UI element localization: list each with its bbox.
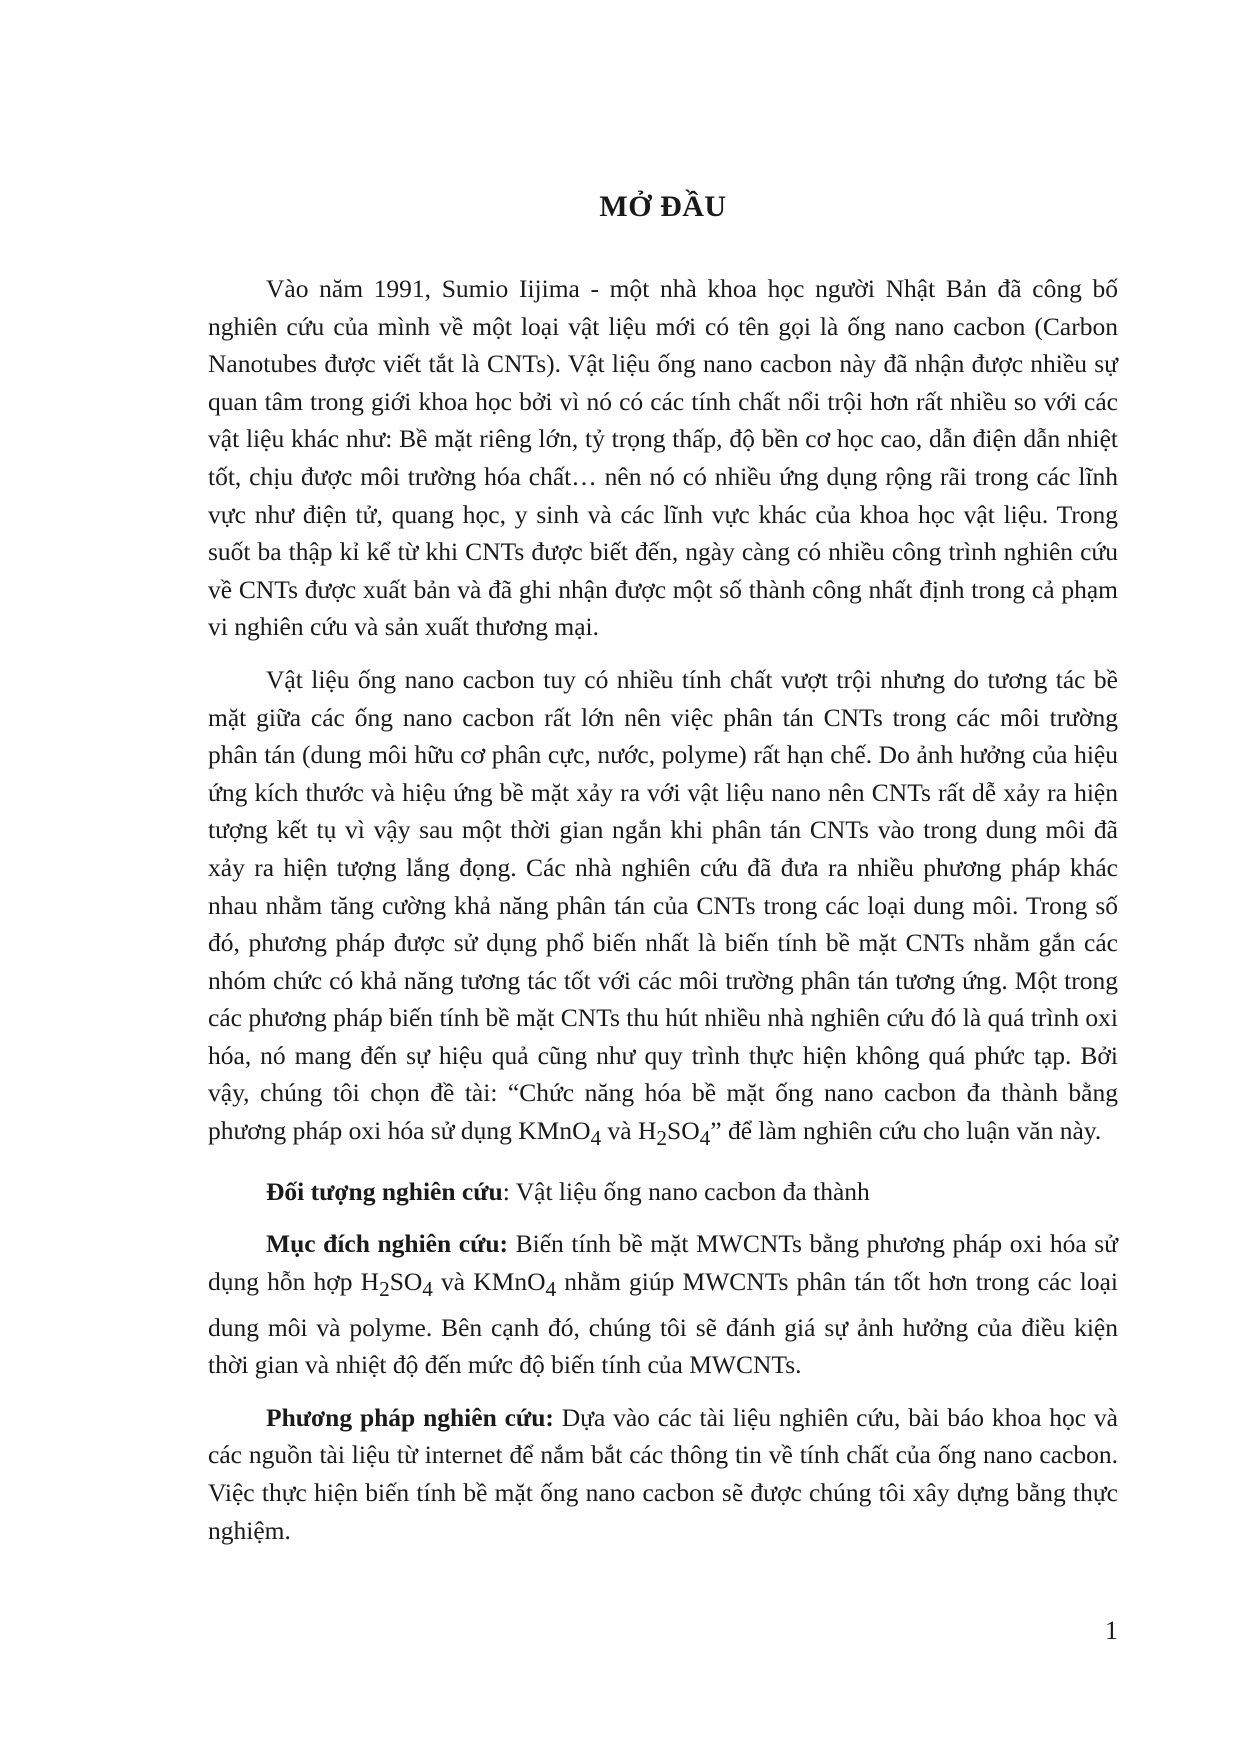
subscript: 4 — [699, 1126, 711, 1151]
paragraph-intro: Vào năm 1991, Sumio Iijima - một nhà khoa học người Nhật Bản đã công bố nghiên cứu của mình về một loại vật liệu mới có tên gọi là ống nano cacbon (Carbon Nanotubes được viết tắt là CNTs). Vật liệu ống nano cacbon này đã nhận được nhiều sự quan tâm trong giới khoa học bởi vì nó có các tính chất nổi trội hơn rất nhiều so với các vật liệu khác như: Bề mặt riêng lớn, tỷ trọng thấp, độ bền cơ học cao, dẫn điện dẫn nhiệt tốt, chịu được môi trường hóa chất… nên nó có nhiều ứng dụng rộng rãi trong các lĩnh vực như điện tử, quang học, y sinh và các lĩnh vực khác của khoa học vật liệu. Trong suốt ba thập kỉ kể từ khi CNTs được biết đến, ngày càng có nhiều công trình nghiên cứu về CNTs được xuất bản và đã ghi nhận được một số thành công nhất định trong cả phạm vi nghiên cứu và sản xuất thương mại. — [208, 274, 1118, 642]
research-purpose-text: Biến tính bề mặt MWCNTs bằng phương pháp oxi hóa sử dụng hỗn hợp H — [208, 1229, 1118, 1296]
research-purpose-label: Mục đích nghiên cứu: — [266, 1229, 509, 1259]
paragraph-problem-text: Vật liệu ống nano cacbon tuy có nhiều tính chất vượt trội nhưng do tương tác bề mặt giữa các ống nano cacbon rất lớn nên việc phân tán CNTs trong các môi trường phân tán (dung môi hữu cơ phân cực, nước, polyme) rất hạn chế. Do ảnh hưởng của hiệu ứng kích thước và hiệu ứng bề mặt xảy ra với vật liệu nano nên CNTs rất dễ xảy ra hiện tượng kết tụ vì vậy sau một thời gian ngắn khi phân tán CNTs vào trong dung môi đã xảy ra hiện tượng lắng đọng. Các nhà nghiên cứu đã đưa ra nhiều phương pháp khác nhau nhằm tăng cường khả năng phân tán của CNTs trong các loại dung môi. Trong số đó, phương pháp được sử dụng phổ biến nhất là biến tính bề mặt CNTs nhằm gắn các nhóm chức có khả năng tương tác tốt với các môi trường phân tán tương ứng. Một trong các phương pháp biến tính bề mặt CNTs thu hút nhiều nhà nghiên cứu đó là quá trình oxi hóa, nó mang đến sự hiệu quả cũng như quy trình thực hiện không quá phức tạp. Bởi vậy, chúng tôi chọn đề tài: “Chức năng hóa bề mặt ống nano cacbon đa thành bằng phương pháp oxi hóa sử dụng KMnO — [208, 664, 1118, 1146]
body-text — [208, 270, 1118, 1564]
page-title: MỞ ĐẦU — [599, 190, 727, 223]
paragraph-problem — [208, 661, 1118, 1158]
paragraph-problem-text: và H — [601, 1116, 657, 1146]
paragraph-research-purpose — [208, 1225, 1118, 1383]
paragraph-research-object — [208, 1173, 1118, 1211]
subscript: 4 — [590, 1126, 602, 1151]
subscript: 2 — [656, 1126, 668, 1151]
paragraph-problem-text: ” để làm nghiên cứu cho luận văn này. — [710, 1116, 1102, 1146]
research-method-text: Dựa vào các tài liệu nghiên cứu, bài báo khoa học và các nguồn tài liệu từ internet để nắm bắt các thông tin về tính chất của ống nano cacbon. Việc thực hiện biến tính bề mặt ống nano cacbon sẽ được chúng tôi xây dựng bằng thực nghiệm. — [208, 1402, 1118, 1545]
subscript: 2 — [379, 1277, 390, 1302]
page-number: 1 — [1105, 1616, 1118, 1645]
research-method-label: Phương pháp nghiên cứu: — [266, 1402, 554, 1432]
research-object-text: : Vật liệu ống nano cacbon đa thành — [502, 1176, 870, 1206]
subscript: 4 — [545, 1277, 557, 1302]
subscript: 4 — [422, 1277, 433, 1302]
research-purpose-text: và KMnO — [432, 1266, 546, 1296]
research-purpose-text: nhằm giúp MWCNTs phân tán tốt hơn trong các loại dung môi và polyme. Bên cạnh đó, chúng tôi sẽ đánh giá sự ảnh hưởng của điều kiện thời gian và nhiệt độ đến mức độ biến tính của MWCNTs. — [208, 1266, 1118, 1380]
research-object-label: Đối tượng nghiên cứu — [266, 1176, 503, 1206]
research-purpose-text: SO — [389, 1266, 423, 1296]
paragraph-problem-text: SO — [667, 1116, 700, 1146]
paragraph-research-method — [208, 1399, 1118, 1549]
